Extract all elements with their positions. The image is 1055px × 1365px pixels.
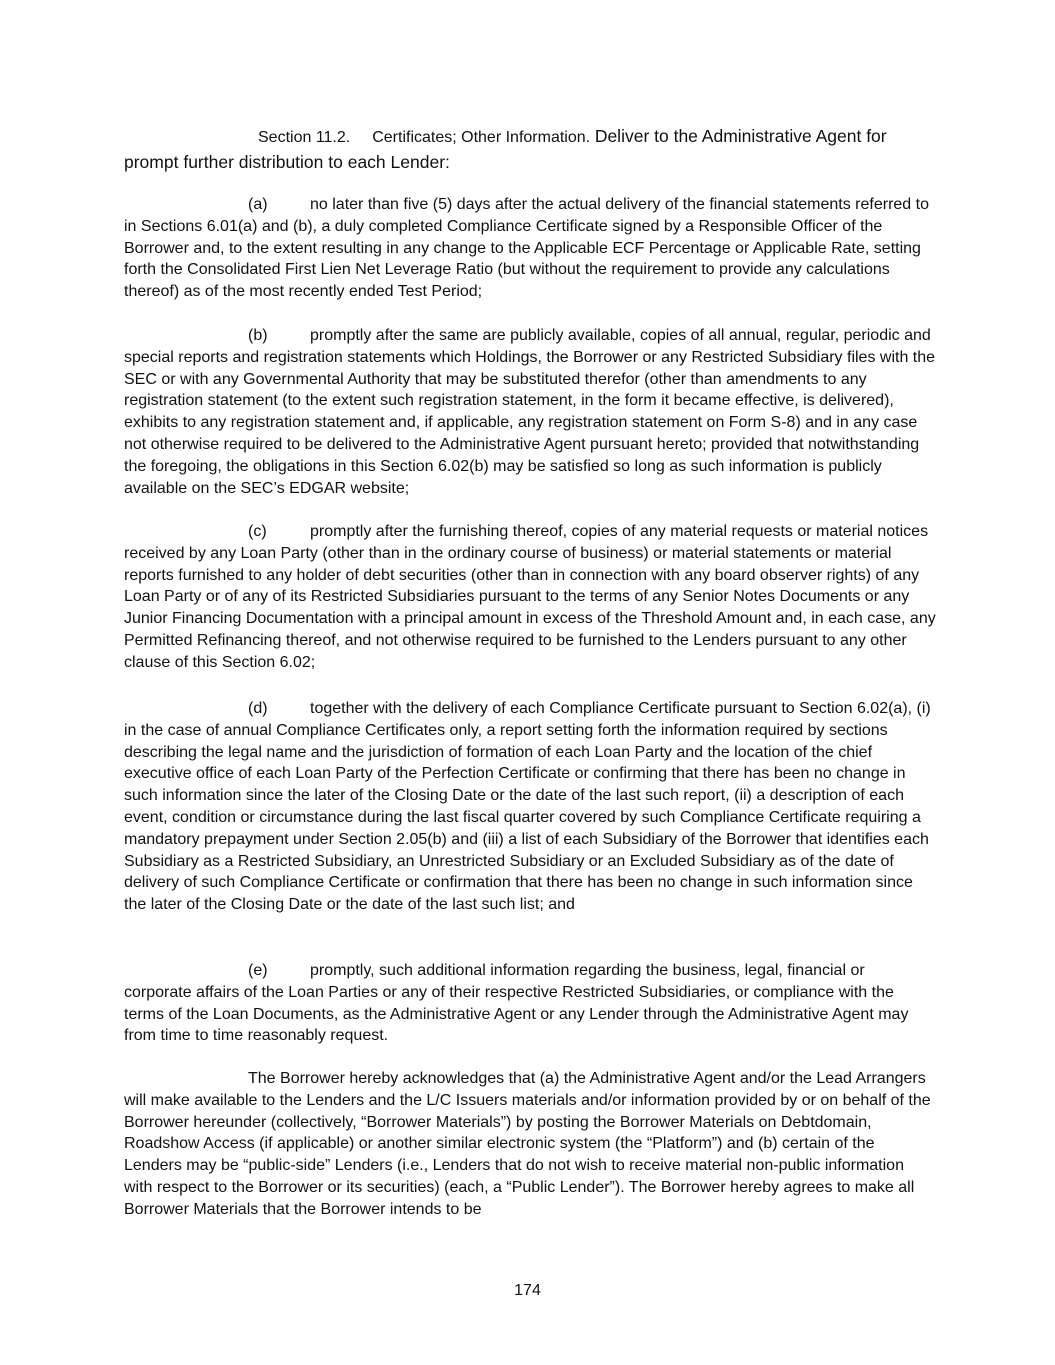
clause-text: promptly after the same are publicly available, copies of all annual, regular, periodic and special reports and registration statements which Holdings, the Borrower or any Restricted Subsidiary files with the SEC or with any Governmental Authority that may be substituted therefor (other than amendments to any registration statement (to the extent such registration statement, in the form it became effective, is delivered), exhibits to any registration statement and, if applicable, any registration statement on Form S-8) and in any case not otherwise required to be delivered to the Administrative Agent pursuant hereto; provided that notwithstanding the foregoing, the obligations in this Section 6.02(b) may be satisfied so long as such information is publicly available on the SEC’s EDGAR website; [124,327,936,497]
closing-paragraph [124,1068,936,1221]
clause-label: (c) [248,523,267,540]
clause-text: promptly after the furnishing thereof, copies of any material requests or material notices received by any Loan Party (other than in the ordinary course of business) or material statements or material reports furnished to any holder of debt securities (other than in connection with any board observer rights) of any Loan Party or of any of its Restricted Subsidiaries pursuant to the terms of any Senior Notes Documents or any Junior Financing Documentation with a principal amount in excess of the Threshold Amount and, in each case, any Permitted Refinancing thereof, and not otherwise required to be furnished to the Lenders pursuant to any other clause of this Section 6.02; [124,523,936,671]
section-number: Section 11.2. [258,129,351,146]
clause-c [124,521,936,674]
clause-text: no later than five (5) days after the actual delivery of the financial statements referred to in Sections 6.01(a) and (b), a duly completed Compliance Certificate signed by a Responsible Officer of the Borrower and, to the extent resulting in any change to the Applicable ECF Percentage or Applicable Rate, setting forth the Consolidated First Lien Net Leverage Ratio (but without the requirement to provide any calculations thereof) as of the most recently ended Test Period; [124,196,929,301]
clause-text: together with the delivery of each Compliance Certificate pursuant to Section 6.02(a), (i) in the case of annual Compliance Certificates only, a report setting forth the information required by sections describing the legal name and the jurisdiction of formation of each Loan Party and the location of the chief executive office of each Loan Party of the Perfection Certificate or confirming that there has been no change in such information since the later of the Closing Date or the date of the last such report, (ii) a description of each event, condition or circumstance during the last fiscal quarter covered by such Compliance Certificate requiring a mandatory prepayment under Section 2.05(b) and (iii) a list of each Subsidiary of the Borrower that identifies each Subsidiary as a Restricted Subsidiary, an Unrestricted Subsidiary or an Excluded Subsidiary as of the date of delivery of such Compliance Certificate or confirmation that there has been no change in such information since the later of the Closing Date or the date of the last such list; and [124,700,931,914]
clause-label: (b) [248,327,268,344]
clause-label: (a) [248,196,268,213]
section-heading [124,124,934,175]
clause-b [124,325,936,499]
clause-label: (d) [248,700,268,717]
clause-d [124,698,936,916]
closing-paragraph-text: The Borrower hereby acknowledges that (a) the Administrative Agent and/or the Lead Arrangers will make available to the Lenders and the L/C Issuers materials and/or information provided by or on behalf of the Borrower hereunder (collectively, “Borrower Materials”) by posting the Borrower Materials on Debtdomain, Roadshow Access (if applicable) or another similar electronic system (the “Platform”) and (b) certain of the Lenders may be “public-side” Lenders (i.e., Lenders that do not wish to receive material non-public information with respect to the Borrower or its securities) (each, a “Public Lender”). The Borrower hereby agrees to make all Borrower Materials that the Borrower intends to be [124,1070,931,1218]
clause-e [124,960,936,1047]
clause-text: promptly, such additional information regarding the business, legal, financial or corporate affairs of the Loan Parties or any of their respective Restricted Subsidiaries, or compliance with the terms of the Loan Documents, as the Administrative Agent or any Lender through the Administrative Agent may from time to time reasonably request. [124,962,909,1045]
page-number: 174 [514,1282,541,1299]
clause-a [124,194,936,303]
section-title: Certificates; Other Information. [372,129,591,146]
clause-label: (e) [248,962,268,979]
section-intro: Deliver to the Administrative Agent for prompt further distribution to each Lender: [124,126,887,172]
